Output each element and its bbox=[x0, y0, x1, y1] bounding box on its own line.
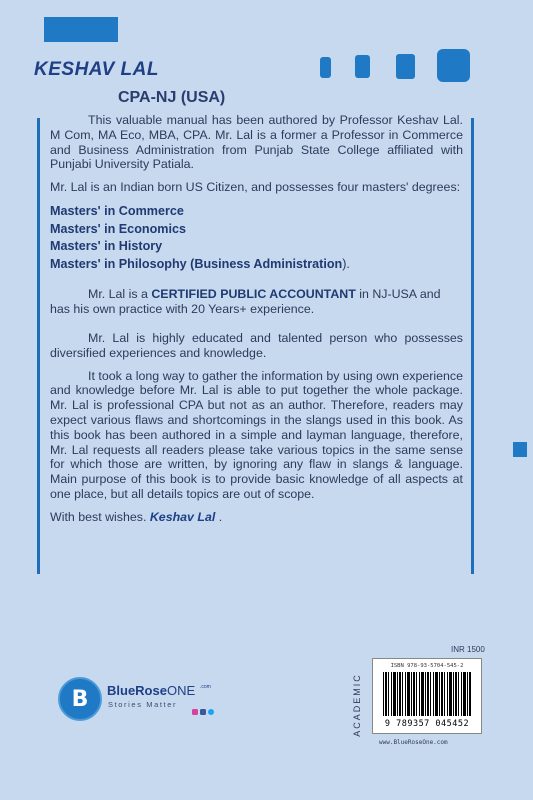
brand-domain: .com bbox=[200, 684, 211, 690]
bio-paragraph-disclaimer: It took a long way to gather the information by using own experience and knowledge before Mr. Lal is able to put together the whole package. Mr. Lal is professional CPA but not as an author. Therefore, readers may expect various flaws and shortcomings in the slangs used in this book. As this book has been authored in a simple and layman language, therefore, Mr. Lal requests all readers please take various topics in the same sense for which those are written, by ignoring any flaw in slangs & language. Main purpose of this book is to provide basic knowledge of all aspects at one place, but all details topics are out of scope. bbox=[50, 368, 463, 501]
degree-item bbox=[50, 256, 463, 274]
cpa-post: in NJ-USA and has his own practice with 20 Years+ experience. bbox=[50, 287, 441, 317]
decor-square-2 bbox=[355, 55, 370, 78]
twitter-icon[interactable] bbox=[208, 709, 214, 715]
publisher-logo-icon bbox=[58, 677, 102, 721]
author-credential: CPA-NJ (USA) bbox=[118, 89, 226, 106]
isbn-text: ISBN 978-93-5704-545-2 bbox=[390, 663, 464, 669]
brand-light: ONE bbox=[166, 683, 196, 698]
decor-square-3 bbox=[396, 54, 415, 79]
brand-strong: BlueRose bbox=[107, 683, 167, 698]
publisher-name bbox=[107, 683, 195, 698]
top-accent-bar bbox=[44, 17, 118, 42]
category-label: ACADEMIC bbox=[352, 673, 362, 737]
degree-item: Masters' in History bbox=[50, 239, 163, 254]
author-name: KESHAV LAL bbox=[34, 59, 159, 80]
cpa-pre: Mr. Lal is a bbox=[88, 287, 152, 302]
closing-line bbox=[50, 510, 463, 525]
bio-paragraph-education: Mr. Lal is highly educated and talented person who possesses diversified experiences and knowledge. bbox=[50, 330, 463, 360]
closing-text: With best wishes. bbox=[50, 509, 147, 524]
bio-paragraph-intro: This valuable manual has been authored by Professor Keshav Lal. M Com, MA Eco, MBA, CPA. Mr. Lal is a former a Professor in Commerce and Business Administration from Punjab State College affiliated with Punjabi University Patiala. bbox=[50, 113, 463, 172]
instagram-icon[interactable] bbox=[192, 709, 198, 715]
logo-letter: B bbox=[71, 686, 89, 712]
price-label: INR 1500 bbox=[451, 645, 485, 654]
publisher-website: www.BlueRoseOne.com bbox=[379, 739, 448, 746]
facebook-icon[interactable] bbox=[200, 709, 206, 715]
decor-square-1 bbox=[320, 57, 331, 78]
degree-item: Masters' in Commerce bbox=[50, 203, 184, 218]
left-rule bbox=[37, 118, 40, 574]
decor-square-4 bbox=[437, 49, 470, 82]
degree-item: Masters' in Economics bbox=[50, 221, 186, 236]
degrees-list bbox=[50, 203, 463, 273]
isbn-number: 9 789357 045452 bbox=[384, 719, 470, 729]
bio-paragraph-cpa bbox=[50, 287, 463, 317]
barcode-bars bbox=[383, 672, 471, 716]
bio-paragraph-citizenship: Mr. Lal is an Indian born US Citizen, and possesses four masters' degrees: bbox=[50, 180, 461, 195]
right-rule bbox=[471, 118, 474, 574]
social-icons bbox=[192, 709, 214, 715]
degree-item-tail: ). bbox=[342, 256, 350, 271]
closing-end: . bbox=[218, 509, 223, 524]
barcode bbox=[372, 658, 482, 734]
degree-item-text: Masters' in Philosophy (Business Administration bbox=[50, 256, 343, 271]
side-tab-marker bbox=[513, 442, 527, 457]
cpa-title: CERTIFIED PUBLIC ACCOUNTANT bbox=[151, 287, 356, 302]
signature: Keshav Lal bbox=[149, 509, 216, 524]
author-bio bbox=[50, 113, 463, 533]
publisher-tagline: Stories Matter bbox=[108, 700, 178, 709]
